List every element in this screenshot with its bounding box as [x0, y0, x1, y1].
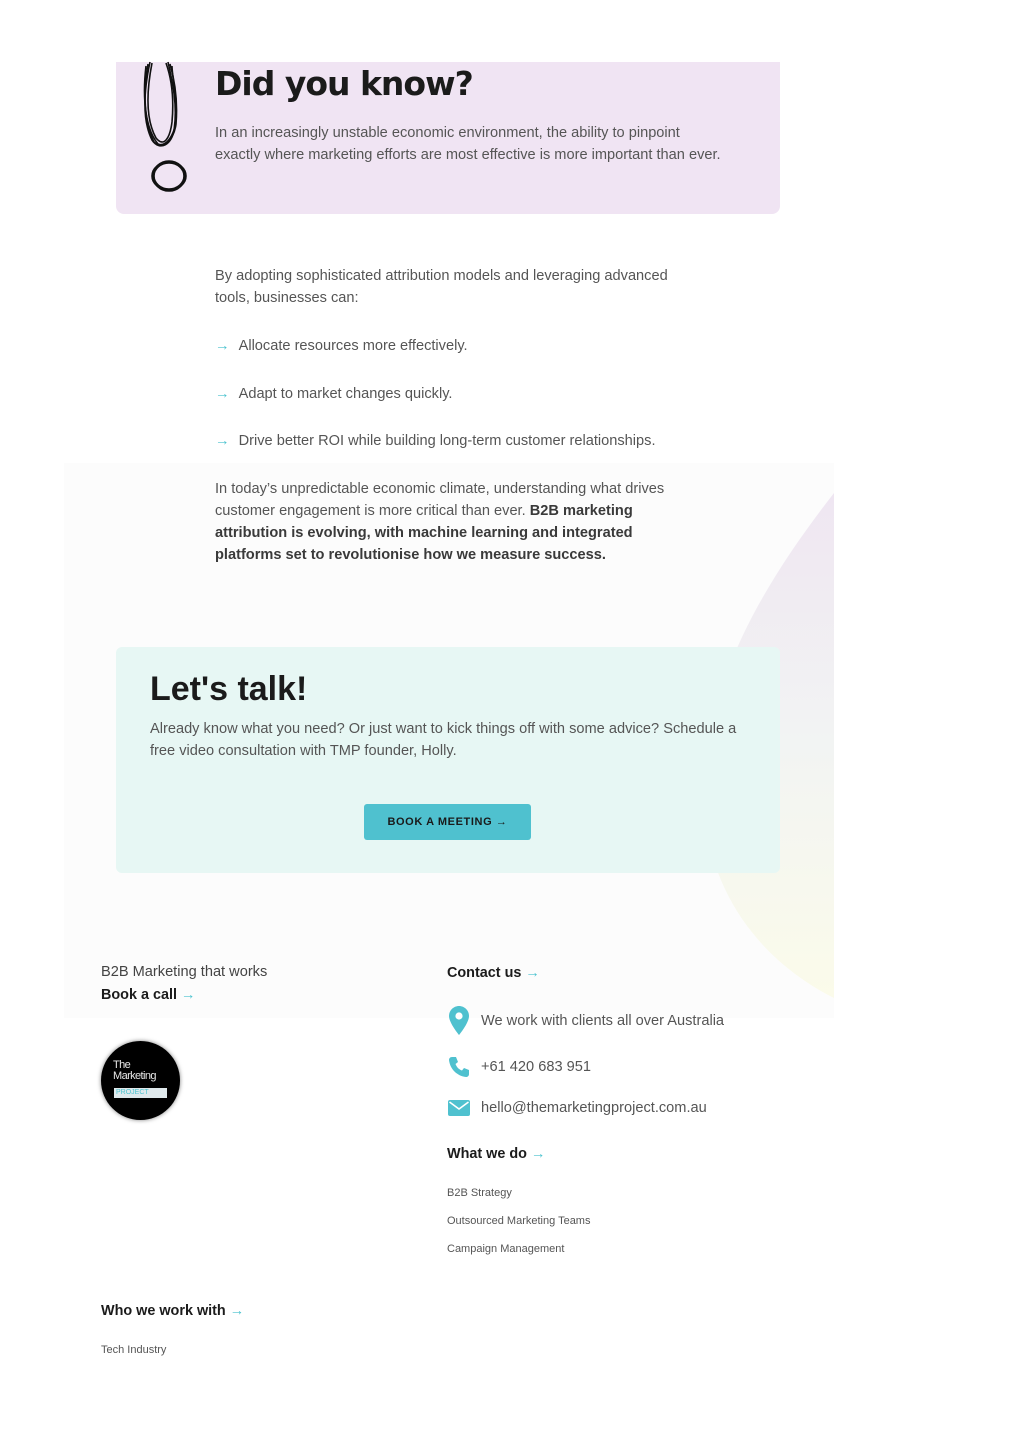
list-item — [215, 430, 656, 452]
closing-text: In today’s unpredictable economic climate, understanding what drives customer engagement is more critical than ever. — [215, 481, 665, 519]
who-we-work-with-link[interactable] — [101, 1303, 244, 1319]
contact-us-label: Contact us — [447, 965, 522, 981]
phone-icon — [448, 1056, 470, 1078]
did-you-know-title: Did you know? — [215, 64, 473, 103]
list-item — [215, 383, 452, 405]
logo-line-2: Marketing — [113, 1070, 156, 1082]
logo-line-3: PROJECT — [114, 1088, 167, 1098]
what-we-do-label: What we do — [447, 1146, 527, 1162]
who-we-work-with-label: Who we work with — [101, 1303, 226, 1319]
article-intro: By adopting sophisticated attribution models and leveraging advanced tools, businesses can: — [215, 268, 668, 306]
arrow-right-icon: → — [525, 965, 540, 981]
closing-highlight: B2B marketing attribution is evolving, with machine learning and integrated platforms set to revolutionise how we measure success. — [215, 503, 633, 563]
contact-location — [447, 1006, 724, 1036]
lets-talk-title: Let's talk! — [150, 670, 308, 708]
logo-line-1: The — [113, 1059, 131, 1071]
contact-us-link[interactable] — [447, 965, 540, 981]
contact-phone[interactable] — [447, 1056, 591, 1078]
email-address: hello@themarketingproject.com.au — [481, 1100, 707, 1116]
arrow-right-icon: → — [215, 338, 230, 354]
footer-tagline: B2B Marketing that works — [101, 964, 268, 980]
arrow-right-icon: → — [530, 1146, 546, 1162]
list-item-text: Adapt to market changes quickly. — [238, 386, 453, 402]
arrow-right-icon: → — [229, 1303, 245, 1319]
envelope-icon — [448, 1100, 470, 1116]
arrow-right-icon: → — [215, 433, 230, 449]
contact-email[interactable] — [447, 1100, 707, 1116]
arrow-right-icon: → — [215, 386, 230, 402]
lets-talk-text: Already know what you need? Or just want to kick things off with some advice? Schedule a free video consultation with TMP founder, Holly. — [150, 721, 737, 759]
arrow-right-icon: → — [180, 987, 196, 1003]
what-we-do-link[interactable] — [447, 1146, 545, 1162]
service-link-b2b-strategy[interactable]: B2B Strategy — [447, 1187, 512, 1199]
map-pin-icon — [449, 1006, 469, 1036]
company-logo[interactable] — [101, 1041, 180, 1120]
list-item-text: Drive better ROI while building long-term customer relationships. — [238, 433, 656, 449]
book-call-link[interactable] — [101, 987, 195, 1003]
list-item-text: Allocate resources more effectively. — [238, 338, 468, 354]
service-link-campaign-management[interactable]: Campaign Management — [447, 1243, 565, 1255]
book-call-label: Book a call — [101, 987, 177, 1003]
location-text: We work with clients all over Australia — [481, 1013, 725, 1029]
article-closing — [215, 478, 685, 566]
exclamation-doodle-icon — [138, 60, 198, 198]
book-meeting-button[interactable]: BOOK A MEETING → — [364, 804, 531, 840]
phone-number: +61 420 683 951 — [481, 1059, 591, 1075]
list-item — [215, 335, 468, 357]
did-you-know-text: In an increasingly unstable economic environment, the ability to pinpoint exactly where marketing efforts are most effective is more important than ever. — [215, 125, 721, 163]
service-link-outsourced-teams[interactable]: Outsourced Marketing Teams — [447, 1215, 591, 1227]
industry-link-tech[interactable]: Tech Industry — [101, 1344, 167, 1356]
